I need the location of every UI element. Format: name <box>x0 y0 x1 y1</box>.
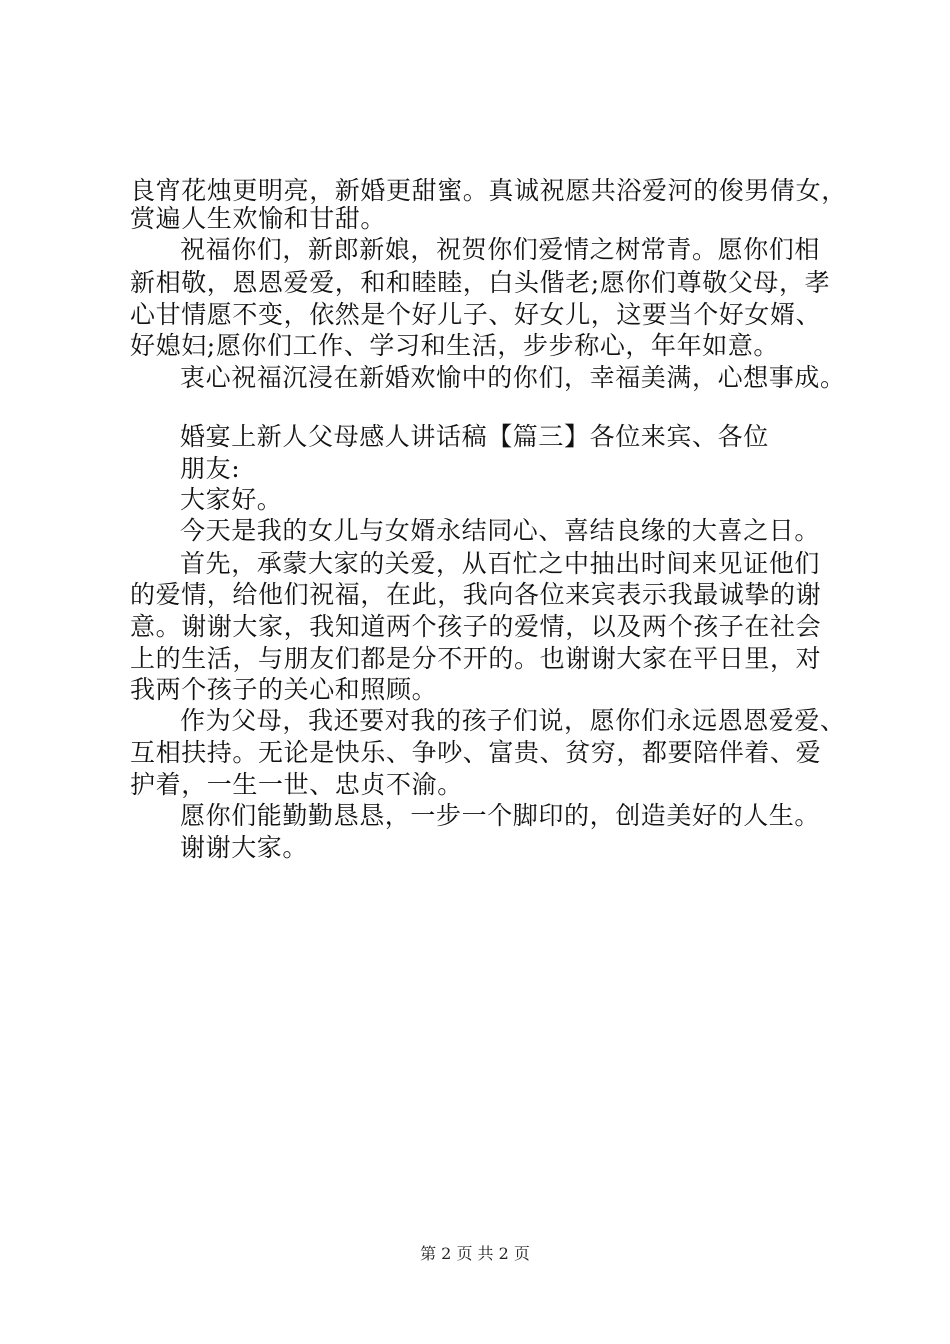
body-line-1: 良宵花烛更明亮，新婚更甜蜜。真诚祝愿共浴爱河的俊男倩女， <box>130 176 847 205</box>
body-line-2: 赏遍人生欢愉和甘甜。 <box>130 204 387 233</box>
body-line-7: 衷心祝福沉浸在新婚欢愉中的你们，幸福美满，心想事成。 <box>180 363 846 392</box>
body-line-11: 今天是我的女儿与女婿永结同心、喜结良缘的大喜之日。 <box>180 516 821 545</box>
body-line-4: 新相敬，恩恩爱爱，和和睦睦，白头偕老;愿你们尊敬父母，孝 <box>130 268 831 297</box>
body-line-3: 祝福你们，新郎新娘，祝贺你们爱情之树常青。愿你们相 <box>180 235 821 264</box>
body-line-17: 作为父母，我还要对我的孩子们说，愿你们永远恩恩爱爱、 <box>180 706 846 735</box>
body-line-18: 互相扶持。无论是快乐、争吵、富贵、贫穷，都要陪伴着、爱 <box>130 738 822 767</box>
body-line-13: 的爱情，给他们祝福，在此，我向各位来宾表示我最诚挚的谢 <box>130 580 822 609</box>
body-line-6: 好媳妇;愿你们工作、学习和生活，步步称心，年年如意。 <box>130 331 780 360</box>
section-heading: 婚宴上新人父母感人讲话稿【篇三】各位来宾、各位 <box>180 422 769 451</box>
body-line-19: 护着，一生一世、忠贞不渝。 <box>130 770 463 799</box>
body-line-20: 愿你们能勤勤恳恳，一步一个脚印的，创造美好的人生。 <box>180 801 821 830</box>
body-line-15: 上的生活，与朋友们都是分不开的。也谢谢大家在平日里，对 <box>130 644 822 673</box>
body-line-12: 首先，承蒙大家的关爱，从百忙之中抽出时间来见证他们 <box>180 549 821 578</box>
body-line-5: 心甘情愿不变，依然是个好儿子、好女儿，这要当个好女婿、 <box>130 300 822 329</box>
page-number-footer: 第 2 页 共 2 页 <box>420 1244 530 1263</box>
body-line-21: 谢谢大家。 <box>180 833 309 862</box>
body-line-14: 意。谢谢大家，我知道两个孩子的爱情，以及两个孩子在社会 <box>130 612 822 641</box>
body-line-16: 我两个孩子的关心和照顾。 <box>130 675 438 704</box>
body-line-10: 大家好。 <box>180 485 283 514</box>
body-line-9: 朋友: <box>180 454 241 483</box>
